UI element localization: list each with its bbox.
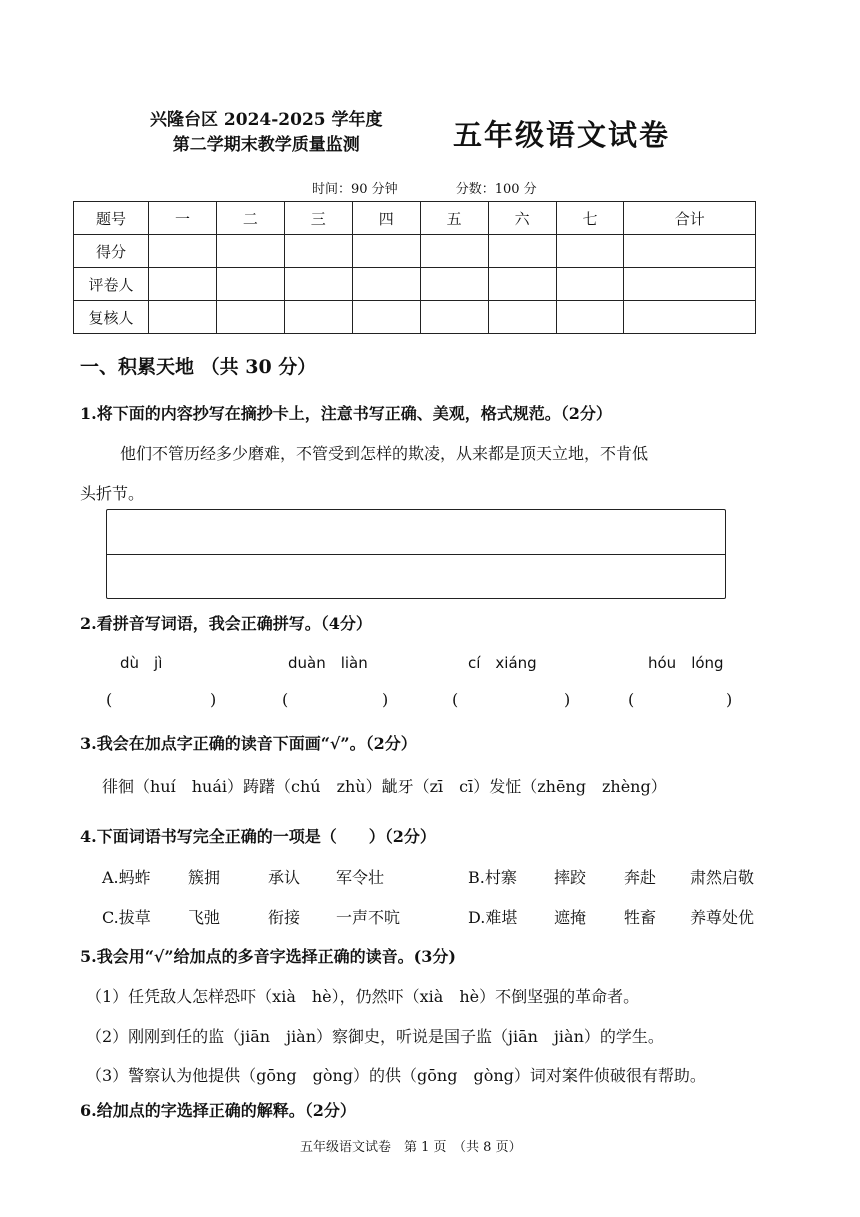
score-cell[interactable] <box>149 235 217 268</box>
answer-blank-close: ) <box>726 690 733 709</box>
exam-header-left <box>150 108 383 158</box>
answer-blank-close: ) <box>564 690 571 709</box>
score-cell[interactable] <box>149 268 217 301</box>
section-title: 一、积累天地 （共 30 分） <box>80 356 317 378</box>
table-header-cell: 一 <box>149 202 217 235</box>
q5-item-1: （1）任凭敌人怎样恐吓（xià hè），仍然吓（xià hè）不倒坚强的革命者。 <box>86 987 640 1006</box>
writing-line-divider <box>107 554 725 555</box>
q4-option-d-word-2: 遮掩 <box>554 908 587 927</box>
score-cell[interactable] <box>216 235 284 268</box>
pinyin-2: duàn liàn <box>288 654 368 672</box>
question-4-title: 4.下面词语书写完全正确的一项是（ ）（2分） <box>80 827 436 846</box>
score-cell[interactable] <box>420 301 488 334</box>
table-header-cell: 题号 <box>74 202 149 235</box>
answer-blank-2[interactable] <box>294 690 384 712</box>
copy-card-writing-box[interactable] <box>106 509 726 599</box>
question-1-title: 1.将下面的内容抄写在摘抄卡上，注意书写正确、美观，格式规范。（2分） <box>80 404 612 423</box>
question-3-title: 3.我会在加点字正确的读音下面画“√”。（2分） <box>80 734 417 753</box>
time-limit: 时间：90 分钟 <box>312 182 398 197</box>
q4-option-b-word-2: 摔跤 <box>554 868 587 887</box>
score-cell[interactable] <box>420 268 488 301</box>
answer-blank-3[interactable] <box>464 690 564 712</box>
score-cell[interactable] <box>624 268 756 301</box>
table-header-cell: 合计 <box>624 202 756 235</box>
q4-option-b-word-4: 肃然启敬 <box>690 868 755 887</box>
question-5-title: 5.我会用“√”给加点的多音字选择正确的读音。(3分) <box>80 947 456 966</box>
score-table-header-row <box>74 202 756 235</box>
table-row <box>74 301 756 334</box>
pinyin-4: hóu lóng <box>648 654 724 672</box>
score-cell[interactable] <box>216 268 284 301</box>
q4-option-c-word-1: C.拔草 <box>102 908 151 927</box>
table-header-cell: 五 <box>420 202 488 235</box>
row-label: 评卷人 <box>74 268 149 301</box>
score-cell[interactable] <box>420 235 488 268</box>
row-label: 复核人 <box>74 301 149 334</box>
q5-item-2: （2）刚刚到任的监（jiān jiàn）察御史，听说是国子监（jiān jiàn）的学生。 <box>86 1027 664 1046</box>
q4-option-a-word-3: 承认 <box>268 868 301 887</box>
page-footer: 五年级语文试卷 第 1 页 （共 8 页） <box>300 1140 522 1155</box>
q4-option-a-word-2: 簇拥 <box>188 868 221 887</box>
question-6-title: 6.给加点的字选择正确的解释。（2分） <box>80 1101 356 1120</box>
q4-option-c-word-3: 衔接 <box>268 908 301 927</box>
score-table <box>73 201 756 334</box>
score-cell[interactable] <box>352 268 420 301</box>
answer-blank-open: ( <box>106 690 113 709</box>
answer-blank-4[interactable] <box>640 690 726 712</box>
score-cell[interactable] <box>216 301 284 334</box>
q4-option-c-word-4: 一声不吭 <box>336 908 401 927</box>
score-cell[interactable] <box>149 301 217 334</box>
score-cell[interactable] <box>488 301 556 334</box>
answer-blank-open: ( <box>282 690 289 709</box>
table-header-cell: 七 <box>556 202 624 235</box>
table-row <box>74 268 756 301</box>
answer-blank-1[interactable] <box>118 690 217 712</box>
q1-passage-line-1: 他们不管历经多少磨难，不管受到怎样的欺凌，从来都是顶天立地，不肯低 <box>120 444 649 463</box>
question-2-title: 2.看拼音写词语，我会正确拼写。（4分） <box>80 614 372 633</box>
table-header-cell: 四 <box>352 202 420 235</box>
pinyin-3: cí xiáng <box>468 654 537 672</box>
score-cell[interactable] <box>352 301 420 334</box>
score-cell[interactable] <box>556 301 624 334</box>
table-header-cell: 三 <box>284 202 352 235</box>
q4-option-b-word-1: B.村寨 <box>468 868 517 887</box>
answer-blank-open: ( <box>452 690 459 709</box>
pinyin-1: dù jì <box>120 654 163 672</box>
q5-item-3: （3）警察认为他提供（gōng gòng）的供（gōng gòng）词对案件侦破很有帮助。 <box>86 1066 706 1085</box>
q3-items-line: 徘徊（huí huái）踌躇（chú zhù）龇牙（zī cī）发怔（zhēng zhèng） <box>102 777 667 796</box>
q4-option-a-word-4: 军令壮 <box>336 868 385 887</box>
score-cell[interactable] <box>624 235 756 268</box>
score-cell[interactable] <box>488 268 556 301</box>
row-label: 得分 <box>74 235 149 268</box>
q4-option-d-word-1: D.难堪 <box>468 908 518 927</box>
total-score: 分数：100 分 <box>455 182 537 197</box>
score-cell[interactable] <box>352 235 420 268</box>
answer-blank-close: ) <box>210 690 217 709</box>
district-line: 兴隆台区 2024-2025 学年度 <box>150 110 383 130</box>
answer-blank-close: ) <box>382 690 389 709</box>
exam-title: 五年级语文试卷 <box>453 118 671 152</box>
score-cell[interactable] <box>488 235 556 268</box>
term-line: 第二学期末教学质量监测 <box>172 135 360 155</box>
score-cell[interactable] <box>284 268 352 301</box>
score-cell[interactable] <box>556 235 624 268</box>
score-cell[interactable] <box>284 301 352 334</box>
q4-option-d-word-3: 牲畜 <box>624 908 657 927</box>
score-cell[interactable] <box>624 301 756 334</box>
table-header-cell: 二 <box>216 202 284 235</box>
q1-passage-line-2: 头折节。 <box>80 484 145 503</box>
table-row <box>74 235 756 268</box>
time-score-line <box>312 178 595 197</box>
q4-option-d-word-4: 养尊处优 <box>690 908 755 927</box>
q4-option-b-word-3: 奔赴 <box>624 868 657 887</box>
score-cell[interactable] <box>556 268 624 301</box>
answer-blank-open: ( <box>628 690 635 709</box>
q4-option-a-word-1: A.蚂蚱 <box>102 868 151 887</box>
q4-option-c-word-2: 飞弛 <box>188 908 221 927</box>
score-cell[interactable] <box>284 235 352 268</box>
table-header-cell: 六 <box>488 202 556 235</box>
